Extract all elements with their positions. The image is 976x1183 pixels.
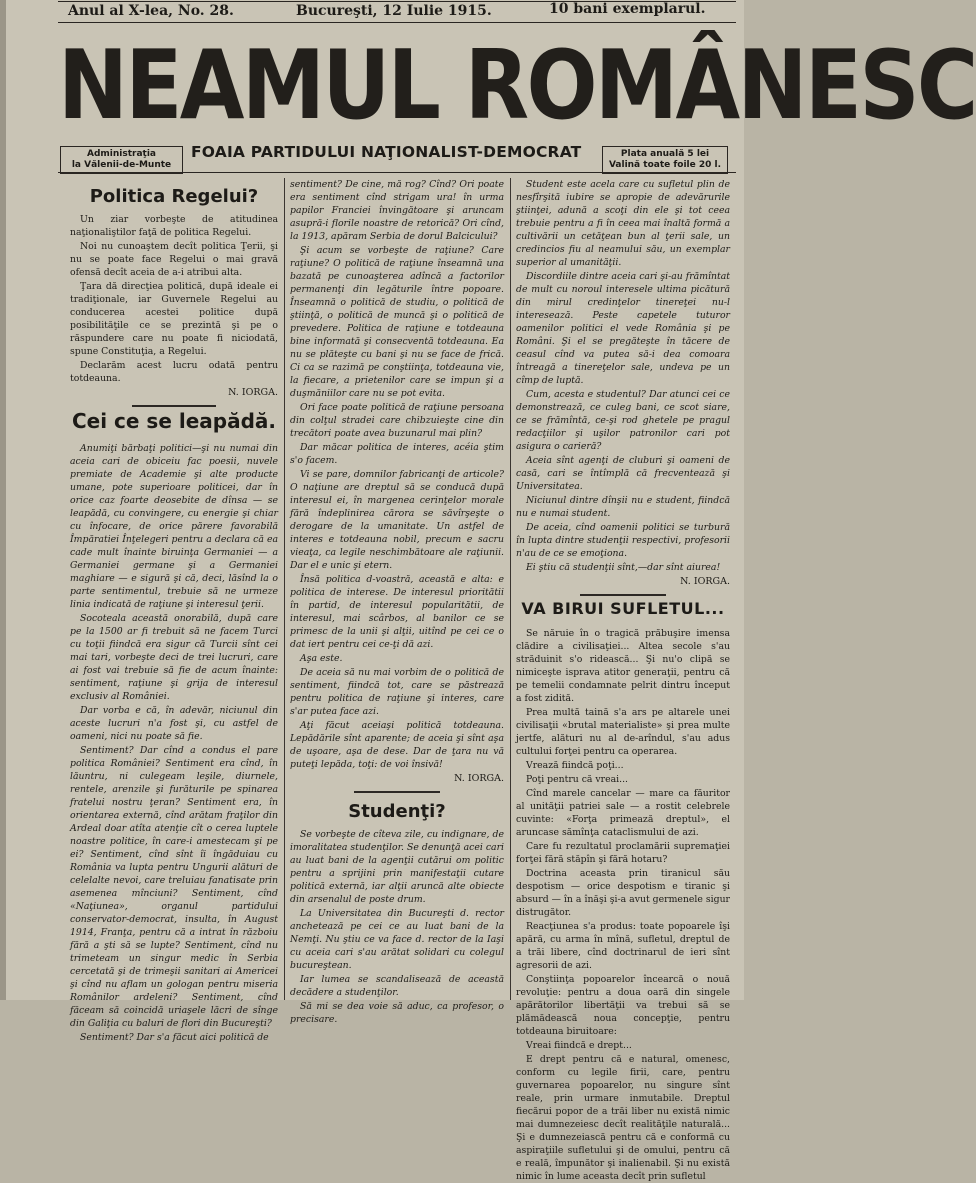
article-paragraph: Conştiinţa popoarelor încearcă o nouă revoluţie: pentru a doua oară din singele apărătorilor libertăţii va trebui să se plămădească noua concepţie, pentru totdeauna biruitoare: [516, 974, 730, 1037]
article-paragraph: sentiment? De cine, mă rog? Cînd? Ori poate era sentiment cînd strigam ura! în urma papilor Franciei învingătoare şi aruncam asupră-i florile noastre de retorică? Ori cînd, la 1913, apăram Serbia de dorul Balcicului? [290, 179, 504, 242]
article-paragraph: De aceia să nu mai vorbim de o politică de sentiment, fiindcă tot, care se păstrează pentru politica de raţiune şi interes, care s'ar putea face azi. [290, 667, 504, 717]
administration-box [60, 146, 183, 174]
dateline: Bucureşti, 12 Iulie 1915. [296, 3, 492, 19]
header-rule [58, 22, 736, 23]
section-separator [290, 791, 504, 793]
sub-line-1: Plata anuală 5 lei [620, 149, 710, 159]
newspaper-page [6, 0, 976, 1182]
article-title-va-birui-sufletul: VA BIRUI SUFLETUL... [521, 599, 725, 618]
article-paragraph: Se vorbeşte de cîteva zile, cu indignare, de imoralitatea studenţilor. Se denunţă acei cari au luat bani de la agenţii cutărui om politic pentru a sprijini prin manifestaţii cutare politică externă, iar alţii aruncă alte obiecte din arsenalul de poste drum. [290, 829, 504, 905]
article-paragraph: Anumiţi bărbaţi politici—şi nu numai din aceia cari de obiceiu fac poesii, nuvele premiate de Academie şi alte producte umane, pote superioare politicei, dar în orice caz foarte deosebite de dînsa — se leapădă, cu convingere, cu energie şi chiar cu înfocare, de orice părere favorabilă Împăratiei Înţelegeri pentru a declara că ea cade mult înainte biruinţa Germaniei — a Germaniei germane şi a Germaniei maghiare — e sigură şi că, deci, lăsînd la o parte sentimentul, trebuie să ne urmeze linia indicată de raţiune şi interesul ţerii. [70, 443, 278, 610]
masthead-title: NEAMUL ROMÂNESC [58, 31, 976, 141]
article-paragraph: Cînd marele cancelar — mare ca făuritor al unităţii patriei sale — a rostit celebrele cuvinte: «Forţa primează dreptul», el aruncase sămînţa cataclismului de azi. [516, 788, 730, 838]
section-separator [516, 594, 730, 596]
article-paragraph: Ţara dă direcţiea politică, după ideale ei tradiţionale, iar Guvernele Regelui au conducerea acestei politice după posibilităţile ce se prezintă şi pe o răspundere care nu poate fi niciodată, spune Constituţia, a Regelui. [70, 281, 278, 357]
article-paragraph: Aţi făcut aceiaşi politică totdeauna. Lepădările sînt aparente; de aceia şi sînt aşa de uşoare, aşa de dese. Dar de ţara nu vă puteţi lepăda, toţi: de voi însivă! [290, 720, 504, 770]
article-paragraph: Dar vorba e că, în adevăr, niciunul din aceste lucruri n'a fost şi, cu astfel de oameni, nici nu poate să fie. [70, 705, 278, 742]
column-divider [510, 178, 511, 1000]
article-paragraph: Şi acum se vorbeşte de raţiune? Care raţiune? O politică de raţiune înseamnă una bazată pe cunoaşterea adîncă a factorilor permanenţi din legăturile între popoare. Înseamnă o politică de studiu, o politică de ştiinţă, o politică de muncă şi o politică de prevedere. Politica de raţiune e totdeauna bine informată şi consecventă totdeauna. Ea nu se plăteşte cu bani şi nu se face de frică. Ci ca se razimă pe conştiinţa, totdeauna vie, la fiecare, a prietenilor care se impun şi a duşmăniilor care nu se pot evita. [290, 245, 504, 399]
article-paragraph: Declarăm acest lucru odată pentru totdeauna. [70, 360, 278, 384]
article-paragraph: Student este acela care cu sufletul plin de nesfîrşită iubire se apropie de adevărurile ştiinţei, adună a scoţi din ele şi tot ceea trebuie pentru a fi în ceea mai înaltă formă a cultivării un cetăţean bun al ţerii sale, un credincios fiu al neamului său, un exemplar superior al umanităţii. [516, 179, 730, 268]
sub-line-2: Valină toate foile 20 l. [608, 160, 722, 170]
article-paragraph: Niciunul dintre dînşii nu e student, fiindcă nu e numai student. [516, 495, 730, 519]
article-paragraph: De aceia, cînd oamenii politici se turbură în lupta dintre studenţii respectivi, profesorii n'au de ce se emoţiona. [516, 522, 730, 559]
subtitle: FOAIA PARTIDULUI NAŢIONALIST-DEMOCRAT [191, 143, 582, 161]
issue-number: Anul al X-lea, No. 28. [68, 3, 234, 19]
signature: N. IORGA. [680, 576, 730, 587]
article-title-studenti: Studenţi? [348, 801, 446, 822]
article-paragraph: Socoteala această onorabilă, după care pe la 1500 ar fi trebuit să ne facem Turci cu toţii fiindcă era sigur că Turcii sînt cei mai tari, vorbeşte deci de trei lucruri, care ai fost vai trebuie să fie de acum înainte: sentiment, raţiune şi grija de interesul exclusiv al României. [70, 613, 278, 702]
article-paragraph: La Universitatea din Bucureşti d. rector anchetează pe cei ce au luat bani de la Nemţi. Nu ştiu ce va face d. rector de la Iaşi cu aceia cari s'au arătat solidari cu colegul bucureştean. [290, 908, 504, 971]
article-paragraph: Însă politica d-voastră, această e alta: e politica de interese. De interesul prioritătii în partid, de interesul popularitătii, de interesul, mai scârbos, al banilor ce se primesc de la unii şi alţii, uitînd pe cei ce o dat iert pentru cei ce-ţi dă azi. [290, 574, 504, 650]
article-paragraph: E drept pentru că e natural, omenesc, conform cu legile firii, care, pentru guvernarea popoarelor, nu singure sînt reale, prin urmare inmutabile. Dreptul fiecărui popor de a trăi liber nu există nimic mai dumnezeiesc decît realităţile naturală... Şi e dumnezeiască pentru că e conformă cu aspiraţiile sufletului şi de omului, pentru că e reală, împunător şi inalienabil. Şi nu există nimic în lume aceasta decît prin sufletul [516, 1054, 730, 1182]
article-paragraph: Care fu rezultatul proclamării supremaţiei forţei fără stăpîn şi fără hotaru? [516, 841, 730, 865]
section-separator [70, 405, 278, 407]
price: 10 bani exemplarul. [549, 1, 706, 17]
article-paragraph: Dar măcar politica de interes, acéia ştim s'o facem. [290, 442, 504, 466]
article-paragraph: Prea multă taină s'a ars pe altarele unei civilisaţii «brutal materialiste» şi prea multe jertfe, alături nu al de-arîndul, s'au adus cultului forţei pentru ca operarea. [516, 707, 730, 757]
subscription-box [602, 146, 728, 174]
article-paragraph: Se năruie în o tragică prăbuşire imensa clădire a civilisaţiei... Altea secole s'au străduinit s'o ridească... Şi nu'o clipă se nimiceşte isprava atitor generaţii, pentru că pe temelii condamnate pelrit dintru început a fost zidită. [516, 628, 730, 704]
article-paragraph: Iar lumea se scandalisează de această decădere a studenţilor. [290, 974, 504, 998]
article-paragraph: Doctrina aceasta prin tiranicul său despotism — orice despotism e tiranic şi absurd — în a înăşi şi-a avut germenele sigur distrugător. [516, 868, 730, 918]
article-paragraph: Să mi se dea voie să aduc, ca profesor, o precisare. [290, 1001, 504, 1025]
article-paragraph: Discordiile dintre aceia cari şi-au frămîntat de mult cu noroul interesele ultima picătură din mirul credinţelor tinereţei nu-l interesează. Peste capetele tuturor oamenilor politici el vede România şi pe Români. Şi el se pregăteşte în tăcere de ceasul cînd va putea să-i dea comoara întreagă a tinereţelor sale, undeva pe un cîmp de luptă. [516, 271, 730, 386]
article-paragraph: Sentiment? Dar s'a făcut aici politică de [80, 1032, 269, 1043]
article-paragraph: Ei ştiu că studenţii sînt,—dar sînt aiurea! [526, 562, 721, 573]
admin-line-1: Administraţia [87, 149, 156, 159]
signature: N. IORGA. [228, 387, 278, 398]
article-paragraph: Noi nu cunoaştem decît politica Ţerii, şi nu se poate face Regelui o mai gravă ofensă decît aceia de a-i atribui alta. [70, 241, 278, 278]
article-paragraph: Vrează fiindcă poţi... [526, 760, 624, 771]
column-2 [290, 178, 504, 1025]
article-paragraph: Un ziar vorbeşte de atitudinea naţionaliştilor faţă de politica Regelui. [70, 214, 278, 238]
article-paragraph: Poţi pentru că vreai... [526, 774, 628, 785]
article-paragraph: Reacţiunea s'a produs: toate popoarele îşi apără, cu arma în mînă, sufletul, dreptul de a trăi libere, cînd doctrinarul de ieri sînt agresorii de azi. [516, 921, 730, 971]
article-paragraph: Vreai fiindcă e drept... [526, 1040, 632, 1051]
article-paragraph: Sentiment? Dar cînd a condus el pare politica României? Sentiment era cînd, în lăuntru, ni culegeam leşile, diurnele, rentele, arenzile şi furăturile pe spinarea fratelui nostru ţeran? Sentiment era, în orientarea externă, cînd arătam fraţilor din Ardeal doar atîta atenţie cît o cerea luptele noastre politice, în care-i amestecam şi pe ei? Sentiment, cînd sînt îi îngăduiau cu România va lupta pentru Ungurii alături de celelalte nevoi, care treluiau fanatisate prin asemenea mînciuni? Sentiment, cînd «Naţiunea», organul partidului conservator-democrat, insulta, în August 1914, Franţa, pentru că a intrat în războiu fără a şti să se lupte? Sentiment, cînd nu trimeteam un singur medic în Serbia cercetată şi de trimeşii sanitari ai Americei şi cînd nu aflam un gologan pentru miseria Românilor ardeleni? Sentiment, cînd făceam să coincidă uriaşele lăcri de sînge din Galiţia cu baluri de flori din Bucureşti? [70, 745, 278, 1029]
column-1 [70, 178, 278, 1043]
article-paragraph: Vi se pare, domnilor fabricanţi de articole? O naţiune are dreptul să se conducă după interesul ei, în margenea cerinţelor morale fără îndeplinirea cărora se săvîrşeşte o derogare de la umanitate. Un astfel de interes e totdeauna nobil, precum e sacru vieaţa, ca legile neschimbătoare ale raţiunii. Dar el e unic şi etern. [290, 469, 504, 571]
admin-line-2: la Vălenii-de-Munte [71, 160, 172, 170]
column-3 [516, 178, 730, 1182]
article-paragraph: Ori face poate politică de raţiune persoana din colţul stradei care chibzuieşte cine din trecători poate avea buzunarul mai plin? [290, 402, 504, 439]
article-paragraph: Aceia sînt agenţi de cluburi şi oameni de casă, cari se întîmplă că frecventează şi Universitatea. [516, 455, 730, 492]
article-title-cei-ce-se-leapada: Cei ce se leapădă. [71, 409, 276, 433]
article-paragraph: Cum, acesta e studentul? Dar atunci cei ce demonstrează, ce culeg bani, ce scot siare, ce se frămîntă, ce-şi rod ghetele pe pragul redacţiilor şi uşilor patronilor cari pot asigura o carieră? [516, 389, 730, 452]
column-divider [284, 178, 285, 1000]
masthead-bottom-rule [58, 172, 736, 173]
article-paragraph: Aşa este. [300, 653, 343, 664]
article-title-politica-regelui: Politica Regelui? [89, 186, 259, 207]
signature: N. IORGA. [454, 773, 504, 784]
